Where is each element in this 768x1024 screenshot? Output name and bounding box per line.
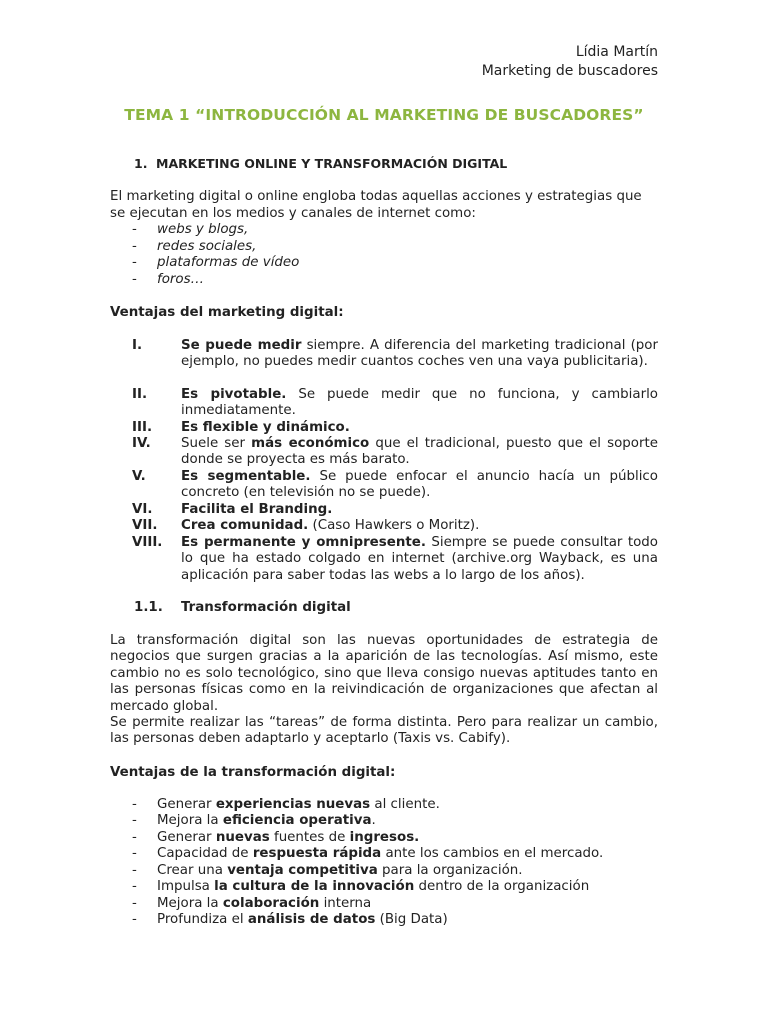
list-dash: - [132,222,137,237]
ventaja-text: que el tradicional, puesto que el soporte donde se proyecta es más barato. [181,436,658,468]
ventaja-number: I. [132,338,143,353]
list-dash: - [132,912,137,927]
td-ventaja-item: Profundiza el análisis de datos (Big Data) [157,912,448,927]
ventaja-text: (Caso Hawkers o Moritz). [308,518,480,533]
ventaja-item [181,535,658,584]
channel-item: redes sociales, [157,239,257,254]
list-dash: - [132,863,137,878]
ventaja-number: II. [132,387,148,402]
section-1-number: 1. [134,156,148,171]
document-title: TEMA 1 “INTRODUCCIÓN AL MARKETING DE BUSCADORES” [124,106,644,124]
intro-line-2: se ejecutan en los medios y canales de internet como: [110,206,476,221]
td-ventaja-item: Capacidad de respuesta rápida ante los cambios en el mercado. [157,846,604,861]
ventaja-text: Siempre se puede consultar todo lo que ha estado colgado en internet (archive.org Wayback, es una aplicación para saber todas las webs a lo largo de los años). [181,535,658,583]
ventaja-bold: Se puede medir [181,338,302,353]
list-dash: - [132,255,137,270]
ventaja-item [181,469,658,502]
ventaja-item [181,518,658,534]
list-dash: - [132,896,137,911]
section-1-heading [134,156,507,171]
header-subject: Marketing de buscadores [481,63,658,79]
td-paragraph-1: La transformación digital son las nuevas oportunidades de estrategia de negocios que surgen gracias a la aparición de las tecnologías. Así mismo, este cambio no es solo tecnológico, sino que lleva consigo nuevas aptitudes tanto en las personas físicas como en la reivindicación de organizaciones que afectan al mercado global. [110,633,658,714]
td-ventajas-heading: Ventajas de la transformación digital: [110,765,396,780]
ventaja-item [181,387,658,420]
ventaja-bold: Facilita el Branding. [181,502,333,517]
list-dash: - [132,272,137,287]
section-1-1-heading: Transformación digital [181,600,351,615]
list-dash: - [132,846,137,861]
ventaja-number: III. [132,420,153,435]
ventaja-number: VIII. [132,535,163,550]
ventaja-number: VI. [132,502,153,517]
ventaja-number: IV. [132,436,151,451]
td-ventaja-item: Crear una ventaja competitiva para la organización. [157,863,523,878]
list-dash: - [132,830,137,845]
td-ventaja-item: Generar experiencias nuevas al cliente. [157,797,440,812]
td-ventaja-item: Impulsa la cultura de la innovación dentro de la organización [157,879,590,894]
ventaja-text: siempre. A diferencia del marketing tradicional (por ejemplo, no puedes medir cuantos coches ven una vaya publicitaria). [181,338,658,370]
intro-line-1: El marketing digital o online engloba todas aquellas acciones y estrategias que [110,189,642,204]
td-ventaja-item: Mejora la eficiencia operativa. [157,813,376,828]
ventaja-text: Se puede enfocar el anuncio hacía un público concreto (en televisión no se puede). [181,469,658,501]
ventaja-bold: Crea comunidad. [181,518,309,533]
ventaja-bold: Es segmentable. [181,469,311,484]
section-1-title: MARKETING ONLINE Y TRANSFORMACIÓN DIGITAL [156,156,508,171]
ventaja-pre: Suele ser [181,436,252,451]
channel-item: plataformas de vídeo [157,255,300,270]
ventaja-number: VII. [132,518,158,533]
list-dash: - [132,239,137,254]
channel-item: webs y blogs, [157,222,249,237]
ventaja-bold: Es pivotable. [181,387,287,402]
ventajas-heading: Ventajas del marketing digital: [110,305,344,320]
ventaja-item [181,420,658,436]
channel-item: foros… [157,272,204,287]
td-paragraph-2: Se permite realizar las “tareas” de forma distinta. Pero para realizar un cambio, las personas deben adaptarlo y aceptarlo (Taxis vs. Cabify). [110,715,658,747]
ventaja-bold: Es flexible y dinámico. [181,420,350,435]
ventaja-bold: más económico [251,436,370,451]
header-author: Lídia Martín [575,44,658,60]
ventaja-text: Se puede medir que no funciona, y cambiarlo inmediatamente. [181,387,658,419]
ventaja-item [181,502,658,518]
list-dash: - [132,879,137,894]
td-ventaja-item: Mejora la colaboración interna [157,896,372,911]
ventaja-item [181,436,658,469]
ventaja-item [181,338,658,371]
list-dash: - [132,813,137,828]
section-1-1-number: 1.1. [134,600,163,615]
td-ventaja-item: Generar nuevas fuentes de ingresos. [157,830,420,845]
ventaja-bold: Es permanente y omnipresente. [181,535,426,550]
list-dash: - [132,797,137,812]
ventaja-number: V. [132,469,146,484]
